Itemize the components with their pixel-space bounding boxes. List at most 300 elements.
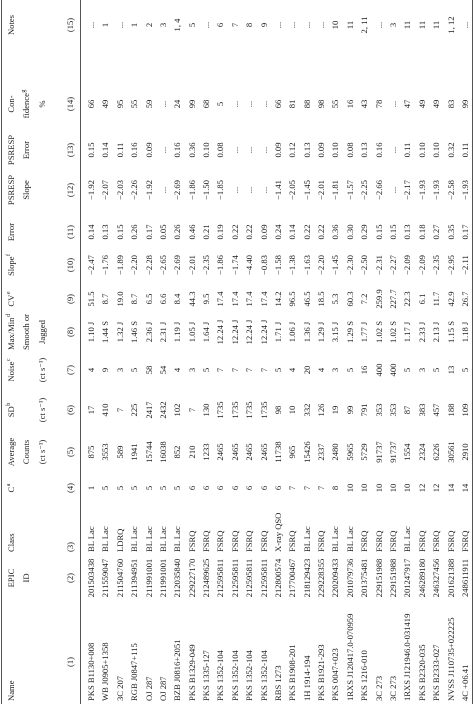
cell-class: FSRQ bbox=[201, 530, 212, 552]
cell-campaign: 6 bbox=[229, 485, 240, 491]
cell-cv: 5.3 bbox=[330, 293, 341, 305]
cell-average-counts: 3553 bbox=[100, 443, 111, 461]
cell-epic-id: 217700467 bbox=[287, 558, 298, 598]
cell-psresp-error: 0.10 bbox=[416, 142, 427, 158]
cell-slope-error: 0.22 bbox=[244, 224, 255, 240]
cell-psresp-error: 0.14 bbox=[100, 142, 111, 158]
cell-sd: 19 bbox=[330, 405, 341, 415]
cell-slope-error: 0.17 bbox=[459, 224, 470, 240]
cell-epic-id: 248611911 bbox=[459, 558, 470, 598]
cell-sd: 109 bbox=[459, 403, 470, 417]
cell-slope-error: 0.24 bbox=[272, 224, 283, 240]
cell-notes: 11 bbox=[431, 20, 442, 30]
cell-noise: 3 bbox=[330, 367, 341, 373]
cell-psresp-error: 0.08 bbox=[215, 142, 226, 158]
cell-psresp-error: 0.15 bbox=[86, 142, 96, 158]
table-row bbox=[272, 0, 285, 704]
cell-slope: −1.76 bbox=[100, 255, 111, 275]
cell-slope: −2.31 bbox=[373, 255, 384, 275]
cell-slope: −2.47 bbox=[86, 255, 96, 275]
cell-psresp-slope: −2.69 bbox=[172, 180, 183, 200]
cell-noise: 20 bbox=[301, 365, 312, 375]
table-row bbox=[401, 0, 414, 704]
cell-slope: −2.69 bbox=[172, 255, 183, 275]
header-text: CV bbox=[6, 294, 16, 307]
cell-confidence: ... bbox=[229, 100, 240, 108]
cell-sd: 353 bbox=[387, 403, 398, 417]
cell-max-min: 1.77 J bbox=[359, 321, 370, 343]
cell-psresp-error: 0.36 bbox=[186, 142, 197, 158]
cell-name: PKS 1216-010 bbox=[359, 650, 370, 701]
cell-average-counts: 2465 bbox=[244, 443, 255, 461]
cell-name: PKS B1329-049 bbox=[186, 644, 197, 701]
cell-noise: 4 bbox=[86, 367, 96, 373]
cell-slope: −4.40 bbox=[244, 255, 255, 275]
cell-psresp-error: 0.08 bbox=[344, 142, 355, 158]
cell-name: RBS 1273 bbox=[272, 665, 283, 701]
header-text: PSRESP bbox=[6, 134, 16, 166]
cell-noise: 5 bbox=[459, 367, 470, 373]
cell-psresp-slope: −1.50 bbox=[201, 180, 212, 200]
cell-confidence: 83 bbox=[445, 99, 456, 109]
header-text: Max/Min bbox=[6, 317, 16, 350]
cell-notes: ... bbox=[114, 21, 125, 29]
cell-name: 4C +06.41 bbox=[459, 664, 470, 701]
cell-class: FSRQ bbox=[229, 530, 240, 552]
cell-notes: 5 bbox=[186, 22, 197, 28]
cell-average-counts: 15426 bbox=[301, 441, 312, 463]
cell-noise: 54 bbox=[157, 365, 168, 375]
cell-slope-error: 0.36 bbox=[330, 224, 341, 240]
cell-cv: 17.4 bbox=[244, 291, 255, 307]
cell-campaign: 14 bbox=[445, 483, 456, 493]
cell-slope-error: 0.14 bbox=[287, 224, 298, 240]
cell-cv: 51.5 bbox=[86, 291, 96, 307]
cell-slope-error: 0.17 bbox=[143, 224, 154, 240]
cell-psresp-slope: −2.03 bbox=[114, 180, 125, 200]
cell-name: NVSS J110735+022225 bbox=[445, 617, 456, 701]
cell-notes: 1 bbox=[129, 22, 140, 28]
cell-psresp-error: ... bbox=[229, 146, 240, 154]
cell-slope-error: 0.15 bbox=[114, 224, 125, 240]
header-confidence-line-1 bbox=[5, 84, 17, 124]
cell-psresp-slope: −1.86 bbox=[186, 180, 197, 200]
cell-max-min: 1.32 J bbox=[114, 321, 125, 343]
cell-name: PKS B1921-293 bbox=[316, 644, 327, 701]
bottom-rule bbox=[472, 0, 473, 704]
column-number-12: (12) bbox=[65, 182, 75, 198]
cell-notes: 9 bbox=[258, 22, 269, 28]
header-epic-id-line-1 bbox=[5, 556, 17, 600]
cell-notes: 1 bbox=[100, 22, 111, 28]
cell-noise: 16 bbox=[359, 365, 370, 375]
cell-name: PKS B1908-201 bbox=[287, 644, 298, 701]
column-number-15: (15) bbox=[65, 17, 75, 33]
cell-notes: ... bbox=[459, 21, 470, 29]
cell-slope: −2.01 bbox=[186, 255, 197, 275]
cell-campaign: 8 bbox=[330, 485, 341, 491]
cell-confidence: 59 bbox=[143, 99, 154, 109]
cell-confidence: 98 bbox=[316, 99, 327, 109]
cell-noise: 400 bbox=[387, 363, 398, 377]
cell-cv: 26.7 bbox=[459, 291, 470, 307]
cell-psresp-error: ... bbox=[387, 146, 398, 154]
cell-slope-error: 0.35 bbox=[445, 224, 456, 240]
cell-class: FSRQ bbox=[287, 530, 298, 552]
cell-notes: ... bbox=[316, 21, 327, 29]
cell-max-min: 1.02 S bbox=[373, 321, 384, 343]
cell-psresp-slope: −2.01 bbox=[316, 180, 327, 200]
cell-confidence: ... bbox=[244, 100, 255, 108]
cell-slope-error: 0.27 bbox=[431, 224, 442, 240]
table-row bbox=[258, 0, 271, 704]
table-row bbox=[200, 0, 213, 704]
cell-slope-error: 0.09 bbox=[258, 224, 269, 240]
cell-average-counts: 1233 bbox=[201, 443, 212, 461]
cell-name: PKS B1130+008 bbox=[86, 642, 96, 701]
cell-campaign: 5 bbox=[172, 485, 183, 491]
cell-psresp-slope: −1.93 bbox=[431, 180, 442, 200]
cell-max-min: 12.24 J bbox=[215, 319, 226, 345]
column-number-5: (5) bbox=[65, 446, 75, 458]
cell-average-counts: 91737 bbox=[373, 441, 384, 463]
header-footnote-mark: b bbox=[5, 402, 12, 406]
header-noise-line-3 bbox=[36, 352, 48, 388]
cell-notes: 7 bbox=[229, 22, 240, 28]
column-number-4: (4) bbox=[65, 482, 75, 494]
cell-campaign: 6 bbox=[201, 485, 212, 491]
cell-cv: 18.5 bbox=[316, 291, 327, 307]
cell-max-min: 1.29 J bbox=[316, 321, 327, 343]
cell-psresp-slope: −1.85 bbox=[215, 180, 226, 200]
cell-epic-id: 246289180 bbox=[416, 558, 427, 598]
cell-noise: 7 bbox=[215, 367, 226, 373]
cell-confidence: 49 bbox=[416, 99, 427, 109]
header-text: (ct s⁻¹) bbox=[37, 439, 47, 465]
cell-max-min: 1.64 J bbox=[201, 321, 212, 343]
cell-sd: 2432 bbox=[157, 401, 168, 419]
cell-cv: 8.7 bbox=[129, 293, 140, 305]
cell-class: FSRQ bbox=[459, 530, 470, 552]
cell-psresp-slope: −1.92 bbox=[143, 180, 154, 200]
cell-sd: 99 bbox=[344, 405, 355, 415]
cell-slope-error: 0.21 bbox=[201, 224, 212, 240]
cell-average-counts: 2480 bbox=[330, 443, 341, 461]
column-number-14: (14) bbox=[65, 96, 75, 112]
cell-epic-id: 212489625 bbox=[201, 558, 212, 598]
cell-notes: 8 bbox=[244, 22, 255, 28]
cell-max-min: 1.02 S bbox=[387, 321, 398, 343]
cell-noise: 7 bbox=[229, 367, 240, 373]
cell-epic-id: 201375481 bbox=[359, 558, 370, 598]
cell-slope: −2.30 bbox=[344, 255, 355, 275]
cell-class: BL Lac bbox=[344, 526, 355, 552]
table-row bbox=[171, 0, 184, 704]
cell-noise: 5 bbox=[431, 367, 442, 373]
cell-class: FSRQ bbox=[431, 530, 442, 552]
cell-confidence: 47 bbox=[402, 99, 413, 109]
table-row bbox=[416, 0, 429, 704]
cell-psresp-slope: −1.81 bbox=[330, 180, 341, 200]
cell-epic-id: 246327456 bbox=[431, 558, 442, 598]
header-text: Con- bbox=[6, 95, 16, 113]
cell-psresp-slope: −2.26 bbox=[129, 180, 140, 200]
cell-cv: 6.5 bbox=[143, 293, 154, 305]
cell-confidence: 81 bbox=[287, 99, 298, 109]
cell-class: FSRQ bbox=[387, 530, 398, 552]
cell-name: OJ 287 bbox=[157, 676, 168, 701]
header-footnote-mark: d bbox=[5, 314, 12, 318]
cell-psresp-slope: −1.45 bbox=[301, 180, 312, 200]
cell-sd: 791 bbox=[359, 403, 370, 417]
header-campaign-line-1 bbox=[5, 478, 17, 498]
header-text: Smooth or bbox=[21, 313, 31, 351]
cell-epic-id: 201621388 bbox=[445, 558, 456, 598]
table-row bbox=[387, 0, 400, 704]
cell-psresp-error: 0.11 bbox=[459, 142, 470, 158]
column-number-10: (10) bbox=[65, 257, 75, 273]
cell-class: FSRQ bbox=[416, 530, 427, 552]
cell-slope: −2.09 bbox=[416, 255, 427, 275]
table-row bbox=[99, 0, 112, 704]
cell-campaign: 6 bbox=[186, 485, 197, 491]
cell-average-counts: 5965 bbox=[344, 443, 355, 461]
cell-cv: 227.7 bbox=[387, 289, 398, 309]
cell-slope-error: 0.22 bbox=[301, 224, 312, 240]
header-text: C bbox=[6, 486, 16, 493]
header-rule bbox=[80, 0, 81, 704]
cell-notes: 11 bbox=[416, 20, 427, 30]
cell-epic-id: 229151988 bbox=[373, 558, 384, 598]
cell-cv: 96.5 bbox=[287, 291, 298, 307]
cell-sd: 353 bbox=[373, 403, 384, 417]
cell-max-min: 1.44 S bbox=[100, 321, 111, 343]
table-row bbox=[243, 0, 256, 704]
cell-noise: 5 bbox=[272, 367, 283, 373]
column-number-13: (13) bbox=[65, 142, 75, 158]
cell-noise: 9 bbox=[100, 367, 111, 373]
cell-campaign: 10 bbox=[373, 483, 384, 493]
cell-slope-error: 0.13 bbox=[402, 224, 413, 240]
cell-average-counts: 2324 bbox=[416, 443, 427, 461]
cell-sd: 10 bbox=[287, 405, 298, 415]
table-row bbox=[459, 0, 472, 704]
cell-confidence: 16 bbox=[344, 99, 355, 109]
cell-psresp-error: 0.13 bbox=[359, 142, 370, 158]
cell-notes: 11 bbox=[402, 20, 413, 30]
cell-sd: 7 bbox=[114, 407, 125, 413]
header-footnote-mark: a bbox=[5, 483, 12, 487]
cell-psresp-slope: ... bbox=[229, 186, 240, 194]
cell-name: 3C 273 bbox=[387, 675, 398, 701]
header-max-min-line-3 bbox=[36, 310, 48, 354]
cell-confidence: 5 bbox=[215, 101, 226, 107]
cell-epic-id: 201079736 bbox=[344, 558, 355, 598]
cell-name: OJ 287 bbox=[143, 676, 154, 701]
cell-max-min: 2.33 J bbox=[416, 321, 427, 343]
cell-epic-id: 218129423 bbox=[301, 558, 312, 598]
cell-noise: 4 bbox=[172, 367, 183, 373]
cell-sd: 457 bbox=[431, 403, 442, 417]
cell-confidence: 66 bbox=[86, 99, 96, 109]
cell-max-min: 2.13 J bbox=[431, 321, 442, 343]
header-text: Counts bbox=[21, 439, 31, 465]
cell-cv: 9.5 bbox=[201, 293, 212, 305]
header-confidence-line-3 bbox=[36, 84, 48, 124]
header-footnote-mark: c bbox=[5, 358, 12, 362]
header-text: Notes bbox=[6, 14, 16, 36]
cell-sd: 383 bbox=[416, 403, 427, 417]
header-text: fidence bbox=[21, 93, 31, 119]
cell-class: FSRQ bbox=[373, 530, 384, 552]
table-row bbox=[214, 0, 227, 704]
cell-max-min: 1.06 J bbox=[287, 321, 298, 343]
cell-noise: 13 bbox=[445, 365, 456, 375]
cell-epic-id: 211991001 bbox=[157, 558, 168, 598]
cell-cv: 11.7 bbox=[431, 291, 442, 307]
cell-average-counts: 2465 bbox=[215, 443, 226, 461]
cell-noise: 5 bbox=[344, 367, 355, 373]
cell-max-min: 1.17 J bbox=[402, 321, 413, 343]
header-text: (ct s⁻¹) bbox=[37, 397, 47, 423]
header-epic-id-line-2 bbox=[20, 556, 32, 600]
cell-slope: −0.83 bbox=[258, 255, 269, 275]
header-confidence-line-2 bbox=[20, 84, 32, 124]
cell-confidence: 55 bbox=[129, 99, 140, 109]
cell-psresp-slope: ... bbox=[387, 186, 398, 194]
cell-cv: 8.7 bbox=[100, 293, 111, 305]
cell-psresp-slope: −2.25 bbox=[359, 180, 370, 200]
cell-name: PKS B2320-035 bbox=[416, 644, 427, 701]
header-text: Name bbox=[6, 680, 16, 701]
cell-notes: ... bbox=[272, 21, 283, 29]
header-slope-line-1 bbox=[5, 248, 17, 282]
cell-average-counts: 5729 bbox=[359, 443, 370, 461]
cell-confidence: 66 bbox=[272, 99, 283, 109]
cell-epic-id: 212595811 bbox=[244, 558, 255, 598]
cell-average-counts: 2337 bbox=[316, 443, 327, 461]
cell-confidence: 24 bbox=[172, 99, 183, 109]
cell-epic-id: 201503438 bbox=[86, 558, 96, 598]
cell-psresp-error: 0.10 bbox=[201, 142, 212, 158]
cell-epic-id: 229228355 bbox=[316, 558, 327, 598]
cell-noise: 5 bbox=[402, 367, 413, 373]
cell-epic-id: 211559047 bbox=[100, 558, 111, 598]
cell-slope-error: 0.22 bbox=[229, 224, 240, 240]
cell-cv: 6.1 bbox=[416, 293, 427, 305]
table-row bbox=[315, 0, 328, 704]
cell-notes: 11 bbox=[344, 20, 355, 30]
cell-class: FSRQ bbox=[244, 530, 255, 552]
header-text: (ct s⁻¹) bbox=[37, 357, 47, 383]
cell-cv: 46.5 bbox=[301, 291, 312, 307]
cell-campaign: 5 bbox=[100, 485, 111, 491]
cell-max-min: 12.24 J bbox=[258, 319, 269, 345]
header-average-counts-line-2 bbox=[20, 432, 32, 472]
cell-slope: −2.28 bbox=[143, 255, 154, 275]
column-number-7: (7) bbox=[65, 364, 75, 376]
cell-campaign: 5 bbox=[157, 485, 168, 491]
cell-max-min: 1.15 S bbox=[445, 321, 456, 343]
cell-psresp-slope: −2.17 bbox=[402, 180, 413, 200]
cell-psresp-slope: −1.92 bbox=[86, 180, 96, 200]
cell-max-min: 1.71 J bbox=[272, 321, 283, 343]
table-row bbox=[344, 0, 357, 704]
cell-campaign: 6 bbox=[272, 485, 283, 491]
cell-psresp-error: 0.12 bbox=[287, 142, 298, 158]
header-sd-line-3 bbox=[36, 392, 48, 428]
cell-noise: 3 bbox=[186, 367, 197, 373]
table-row bbox=[286, 0, 299, 704]
column-number-8: (8) bbox=[65, 326, 75, 338]
cell-name: 1RXS J120417.0-070959 bbox=[344, 613, 355, 701]
cell-cv: 17.4 bbox=[215, 291, 226, 307]
cell-psresp-error: 0.32 bbox=[445, 142, 456, 158]
header-footnote-mark: e bbox=[5, 291, 12, 295]
cell-notes: 3 bbox=[157, 22, 168, 28]
cell-slope: −2.35 bbox=[201, 255, 212, 275]
cell-class: BL Lac bbox=[402, 526, 413, 552]
cell-confidence: 88 bbox=[301, 99, 312, 109]
cell-slope: −1.45 bbox=[330, 255, 341, 275]
header-text: Noise bbox=[6, 361, 16, 382]
cell-campaign: 7 bbox=[316, 485, 327, 491]
cell-noise: 4 bbox=[287, 367, 298, 373]
cell-average-counts: 589 bbox=[114, 445, 125, 459]
cell-average-counts: 1941 bbox=[129, 443, 140, 461]
cell-class: X-ray QSO bbox=[272, 512, 283, 552]
cell-slope-error: 0.18 bbox=[416, 224, 427, 240]
header-footnote-mark: g bbox=[20, 89, 27, 93]
cell-slope: −2.11 bbox=[459, 255, 470, 275]
cell-campaign: 7 bbox=[301, 485, 312, 491]
cell-average-counts: 11738 bbox=[272, 441, 283, 463]
cell-class: BL Lac bbox=[172, 526, 183, 552]
cell-sd: 17 bbox=[86, 405, 96, 415]
cell-average-counts: 210 bbox=[186, 445, 197, 459]
cell-name: 3C 273 bbox=[373, 675, 384, 701]
cell-cv: 17.4 bbox=[258, 291, 269, 307]
cell-name: PKS 1335-127 bbox=[201, 650, 212, 701]
cell-slope-error: 0.15 bbox=[373, 224, 384, 240]
cell-psresp-error: 0.09 bbox=[272, 142, 283, 158]
cell-cv: 14.2 bbox=[272, 291, 283, 307]
cell-max-min: 1.19 J bbox=[172, 321, 183, 343]
cell-slope-error: 0.19 bbox=[215, 224, 226, 240]
cell-average-counts: 6226 bbox=[431, 443, 442, 461]
cell-epic-id: 229227170 bbox=[186, 558, 197, 598]
cell-class: BL Lac bbox=[301, 526, 312, 552]
cell-confidence: 78 bbox=[373, 99, 384, 109]
cell-noise: 3 bbox=[114, 367, 125, 373]
header-text: EPIC bbox=[6, 568, 16, 588]
cell-noise: 7 bbox=[244, 367, 255, 373]
cell-name: WB J0905+1358 bbox=[100, 642, 111, 701]
cell-slope: −2.65 bbox=[157, 255, 168, 275]
cell-psresp-error: ... bbox=[244, 146, 255, 154]
cell-slope: −1.58 bbox=[272, 255, 283, 275]
cell-average-counts: 2910 bbox=[459, 443, 470, 461]
cell-notes: 1, 4 bbox=[172, 18, 183, 32]
cell-average-counts: 15744 bbox=[143, 441, 154, 463]
cell-psresp-slope: −2.07 bbox=[100, 180, 111, 200]
header-cv-line-1 bbox=[5, 284, 17, 314]
cell-cv: 42.9 bbox=[445, 291, 456, 307]
cell-notes: 10 bbox=[330, 20, 341, 30]
cell-slope-error: 0.26 bbox=[129, 224, 140, 240]
cell-noise: 400 bbox=[373, 363, 384, 377]
column-number-2: (2) bbox=[65, 572, 75, 584]
